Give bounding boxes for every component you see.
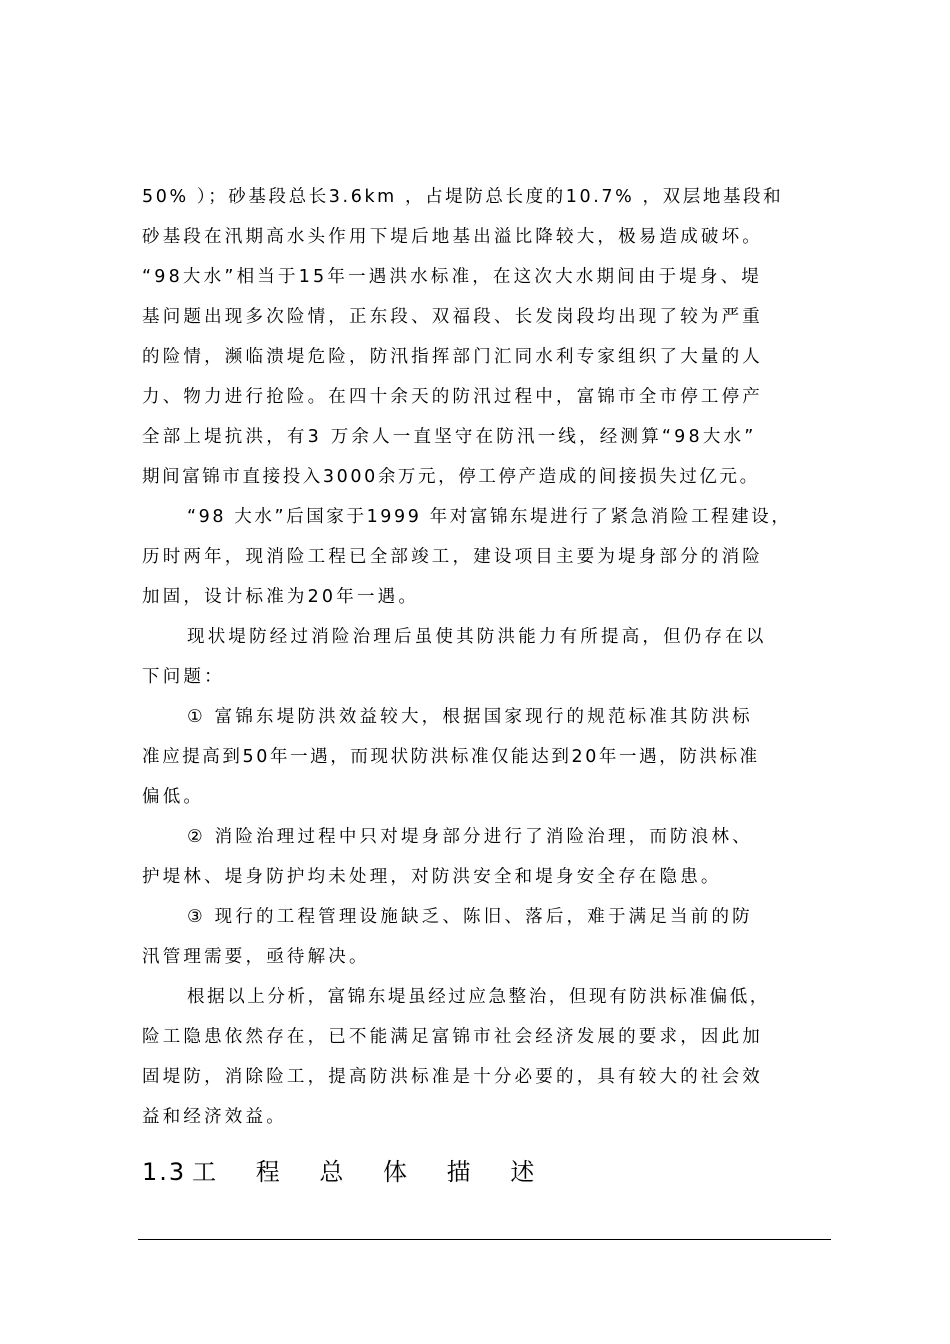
- section-heading: [142, 1153, 550, 1191]
- list-item-2: ② 消险治理过程中只对堤身部分进行了消险治理，而防浪林、: [187, 827, 753, 847]
- footer-rule: [138, 1239, 831, 1240]
- paragraph-line: 力、物力进行抢险。在四十余天的防汛过程中，富锦市全市停工停产: [142, 387, 763, 407]
- paragraph-line: 固堤防，消除险工，提高防洪标准是十分必要的，具有较大的社会效: [142, 1067, 763, 1087]
- paragraph-line: 偏低。: [142, 787, 205, 807]
- list-item-1: ① 富锦东堤防洪效益较大，根据国家现行的规范标准其防洪标: [187, 707, 753, 727]
- list-item-3: ③ 现行的工程管理设施缺乏、陈旧、落后，难于满足当前的防: [187, 907, 753, 927]
- paragraph-first-line: 根据以上分析，富锦东堤虽经过应急整治，但现有防洪标准偏低，: [187, 987, 770, 1007]
- paragraph-first-line: 现状堤防经过消险治理后虽使其防洪能力有所提高，但仍存在以: [187, 627, 767, 647]
- paragraph-line: 准应提高到50年一遇，而现状防洪标准仅能达到20年一遇，防洪标准: [142, 747, 760, 767]
- paragraph-line: 下问题：: [142, 667, 225, 687]
- paragraph-line: 砂基段在汛期高水头作用下堤后地基出溢比降较大，极易造成破坏。: [142, 227, 763, 247]
- paragraph-line: 历时两年，现消险工程已全部竣工，建设项目主要为堤身部分的消险: [142, 547, 763, 567]
- paragraph-line: 的险情，濒临溃堤危险，防汛指挥部门汇同水利专家组织了大量的人: [142, 347, 763, 367]
- paragraph-line: 加固，设计标准为20年一遇。: [142, 587, 420, 607]
- paragraph-line: 全部上堤抗洪，有3 万余人一直坚守在防汛一线，经测算“98大水”: [142, 427, 757, 447]
- paragraph-line: 护堤林、堤身防护均未处理，对防洪安全和堤身安全存在隐患。: [142, 867, 722, 887]
- section-title: 工 程 总 体 描 述: [192, 1158, 551, 1186]
- paragraph-line: “98大水”相当于15年一遇洪水标准，在这次大水期间由于堤身、堤: [142, 267, 763, 287]
- paragraph-line: 基问题出现多次险情，正东段、双福段、长发岗段均出现了较为严重: [142, 307, 763, 327]
- paragraph-line: 险工隐患依然存在，已不能满足富锦市社会经济发展的要求，因此加: [142, 1027, 763, 1047]
- paragraph-line: 益和经济效益。: [142, 1107, 287, 1127]
- section-number: 1.3: [142, 1158, 187, 1186]
- paragraph-line: 汛管理需要，亟待解决。: [142, 947, 370, 967]
- paragraph-first-line: “98 大水”后国家于1999 年对富锦东堤进行了紧急消险工程建设，: [187, 507, 792, 527]
- paragraph-line: 50% ）；砂基段总长3.6km ，占堤防总长度的10.7% ，双层地基段和: [142, 187, 784, 207]
- paragraph-line: 期间富锦市直接投入3000余万元，停工停产造成的间接损失过亿元。: [142, 467, 760, 487]
